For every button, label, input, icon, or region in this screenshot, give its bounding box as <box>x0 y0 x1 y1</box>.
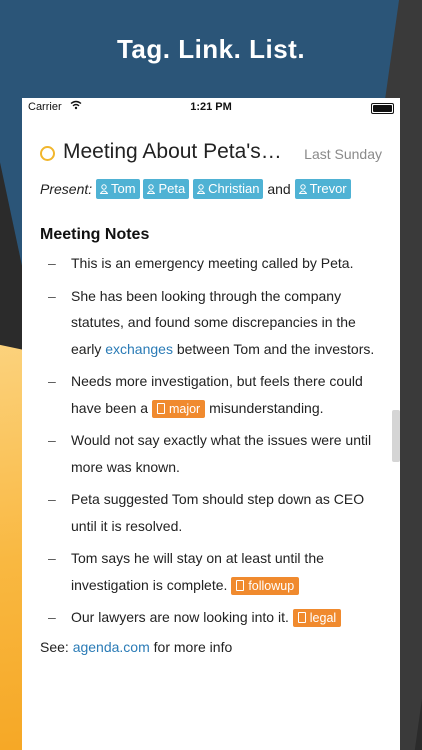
list-item[interactable]: – Needs more investigation, but feels there could have been a major misunderstanding. <box>48 373 363 416</box>
item-text: Needs more investigation, but feels there could have been a <box>71 373 363 416</box>
headline: Tag. Link. List. <box>116 34 306 64</box>
exchanges-link[interactable]: exchanges <box>105 340 173 357</box>
item-text: between Tom and the investors. <box>172 340 375 357</box>
tag-major[interactable] <box>152 400 205 418</box>
carrier-label: Carrier <box>28 101 62 113</box>
tag-icon <box>236 580 244 591</box>
status-bar <box>22 98 400 118</box>
list-item[interactable]: – Our lawyers are now looking into it. legal <box>40 604 382 631</box>
tag-legal[interactable] <box>293 609 341 627</box>
see-line <box>40 639 382 655</box>
right-edge-handle <box>392 410 400 462</box>
person-icon <box>197 184 205 194</box>
list-item[interactable]: – Tom says he will stay on at least until the investigation is complete. followup <box>48 550 324 593</box>
tag-label: legal <box>309 611 337 625</box>
agenda-link[interactable]: agenda.com <box>72 638 150 655</box>
person-icon <box>299 184 307 194</box>
person-name: Christian <box>208 181 260 196</box>
note-title[interactable]: Meeting About Peta's… <box>63 140 282 163</box>
person-name: Tom <box>111 181 136 196</box>
section-title: Meeting Notes <box>40 226 150 243</box>
item-text: She has been looking through the company statutes, and found some discrepancies in the early <box>71 287 356 357</box>
tag-followup[interactable] <box>231 577 299 595</box>
and-text: and <box>267 181 291 197</box>
status-circle-icon[interactable] <box>40 146 55 161</box>
see-suffix: for more info <box>149 638 233 655</box>
person-chip-peta[interactable] <box>143 179 189 199</box>
see-prefix: See: <box>40 638 73 655</box>
present-label: Present: <box>40 181 93 197</box>
item-text: misunderstanding. <box>205 399 324 416</box>
tag-icon <box>157 403 165 414</box>
list-item[interactable]: – This is an emergency meeting called by Peta. <box>48 255 354 271</box>
list-item[interactable]: – She has been looking through the company statutes, and found some discrepancies in the early exchanges between Tom and the investors. <box>48 287 375 357</box>
tag-icon <box>298 612 306 623</box>
person-icon <box>147 184 155 194</box>
person-name: Trevor <box>309 181 347 196</box>
person-chip-christian[interactable] <box>193 179 263 199</box>
tag-label: followup <box>248 578 295 593</box>
list-item[interactable]: – Peta suggested Tom should step down as CEO until it is resolved. <box>48 491 365 534</box>
note-header <box>40 120 382 166</box>
item-text: Would not say exactly what the issues were until more was known. <box>71 432 372 475</box>
clock: 1:21 PM <box>190 101 232 113</box>
person-chip-tom[interactable] <box>96 179 140 199</box>
item-text: Peta suggested Tom should step down as CEO until it is resolved. <box>71 491 365 534</box>
battery-icon <box>371 103 394 114</box>
person-icon <box>100 184 108 194</box>
note-date: Last Sunday <box>304 146 382 162</box>
list-item[interactable]: – Would not say exactly what the issues were until more was known. <box>48 432 372 475</box>
item-text: This is an emergency meeting called by Peta. <box>71 255 354 271</box>
phone-screen <box>22 98 400 750</box>
person-name: Peta <box>158 181 186 196</box>
notes-list <box>40 250 382 631</box>
item-text: Our lawyers are now looking into it. <box>71 609 293 625</box>
present-line <box>40 178 382 200</box>
person-chip-trevor[interactable] <box>295 179 351 199</box>
tag-label: major <box>168 401 201 416</box>
item-text: Tom says he will stay on at least until the investigation is complete. <box>71 550 324 593</box>
